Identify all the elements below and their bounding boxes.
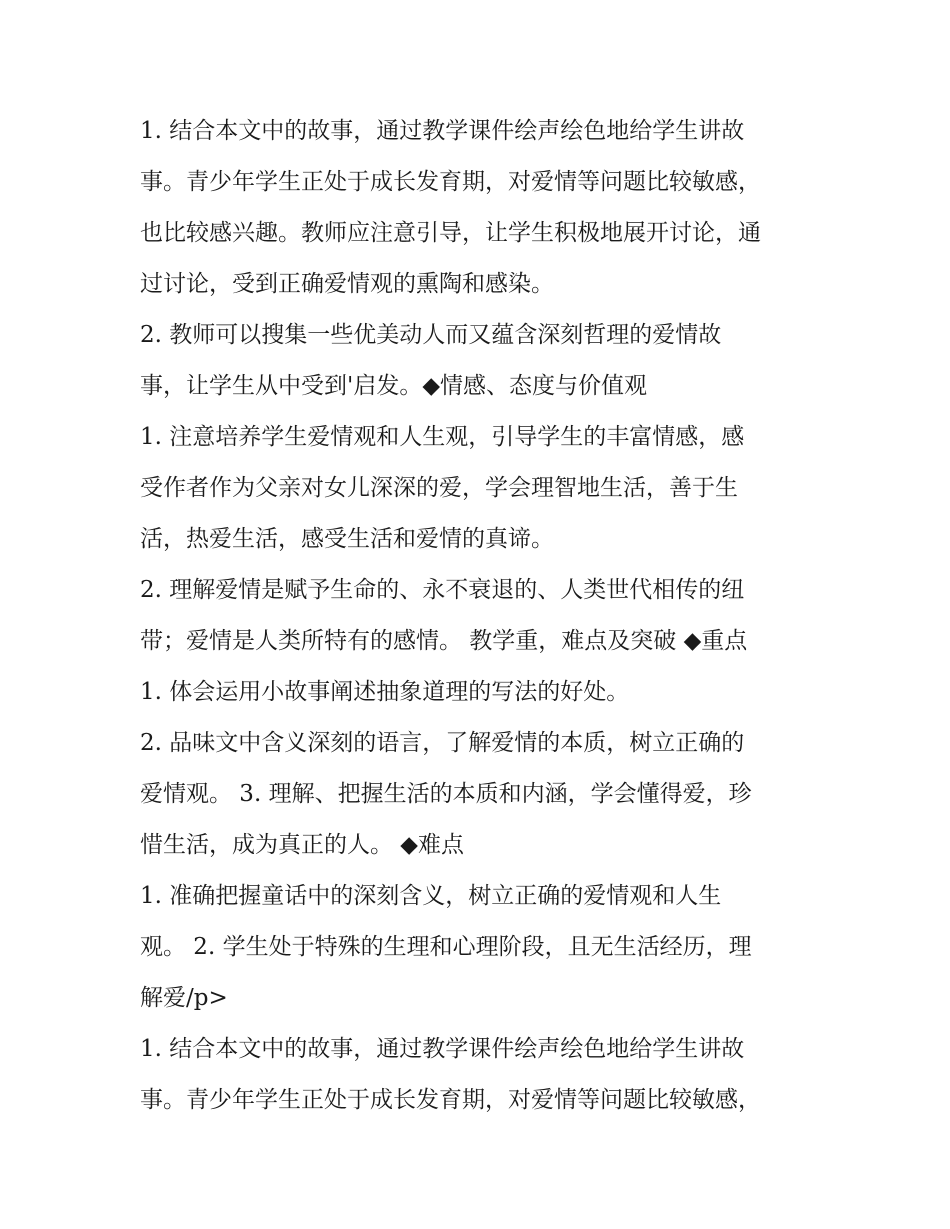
text-line: 惜生活，成为真正的人。 ◆难点: [140, 832, 464, 858]
text-line: 事。青少年学生正处于成长发育期，对爱情等问题比较敏感，: [140, 169, 761, 195]
text-line: 解爱/p>: [140, 985, 228, 1011]
text-line: 爱情观。 3. 理解、把握生活的本质和内涵，学会懂得爱，珍: [140, 781, 752, 807]
text-line: 2. 品味文中含义深刻的语言，了解爱情的本质，树立正确的: [140, 730, 745, 756]
document-body: [140, 106, 830, 1126]
text-line: 1. 结合本文中的故事，通过教学课件绘声绘色地给学生讲故: [140, 1036, 745, 1062]
text-line: 活，热爱生活，感受生活和爱情的真谛。: [140, 526, 554, 552]
text-line: 观。 2. 学生处于特殊的生理和心理阶段，且无生活经历，理: [140, 934, 752, 960]
text-line: 过讨论，受到正确爱情观的熏陶和感染。: [140, 271, 554, 297]
text-line: 事，让学生从中受到'启发。◆情感、态度与价值观: [140, 373, 648, 399]
text-line: 1. 结合本文中的故事，通过教学课件绘声绘色地给学生讲故: [140, 118, 745, 144]
text-line: 2. 理解爱情是赋予生命的、永不衰退的、人类世代相传的纽: [140, 577, 745, 603]
text-line: 带；爱情是人类所特有的感情。 教学重，难点及突破 ◆重点: [140, 628, 748, 654]
text-line: 2. 教师可以搜集一些优美动人而又蕴含深刻哲理的爱情故: [140, 322, 722, 348]
text-line: 也比较感兴趣。教师应注意引导，让学生积极地展开讨论，通: [140, 220, 761, 246]
text-line: 受作者作为父亲对女儿深深的爱，学会理智地生活，善于生: [140, 475, 738, 501]
text-line: 1. 体会运用小故事阐述抽象道理的写法的好处。: [140, 679, 630, 705]
text-line: 1. 准确把握童话中的深刻含义，树立正确的爱情观和人生: [140, 883, 722, 909]
text-line: 事。青少年学生正处于成长发育期，对爱情等问题比较敏感，: [140, 1087, 761, 1113]
text-line: 1. 注意培养学生爱情观和人生观，引导学生的丰富情感，感: [140, 424, 745, 450]
